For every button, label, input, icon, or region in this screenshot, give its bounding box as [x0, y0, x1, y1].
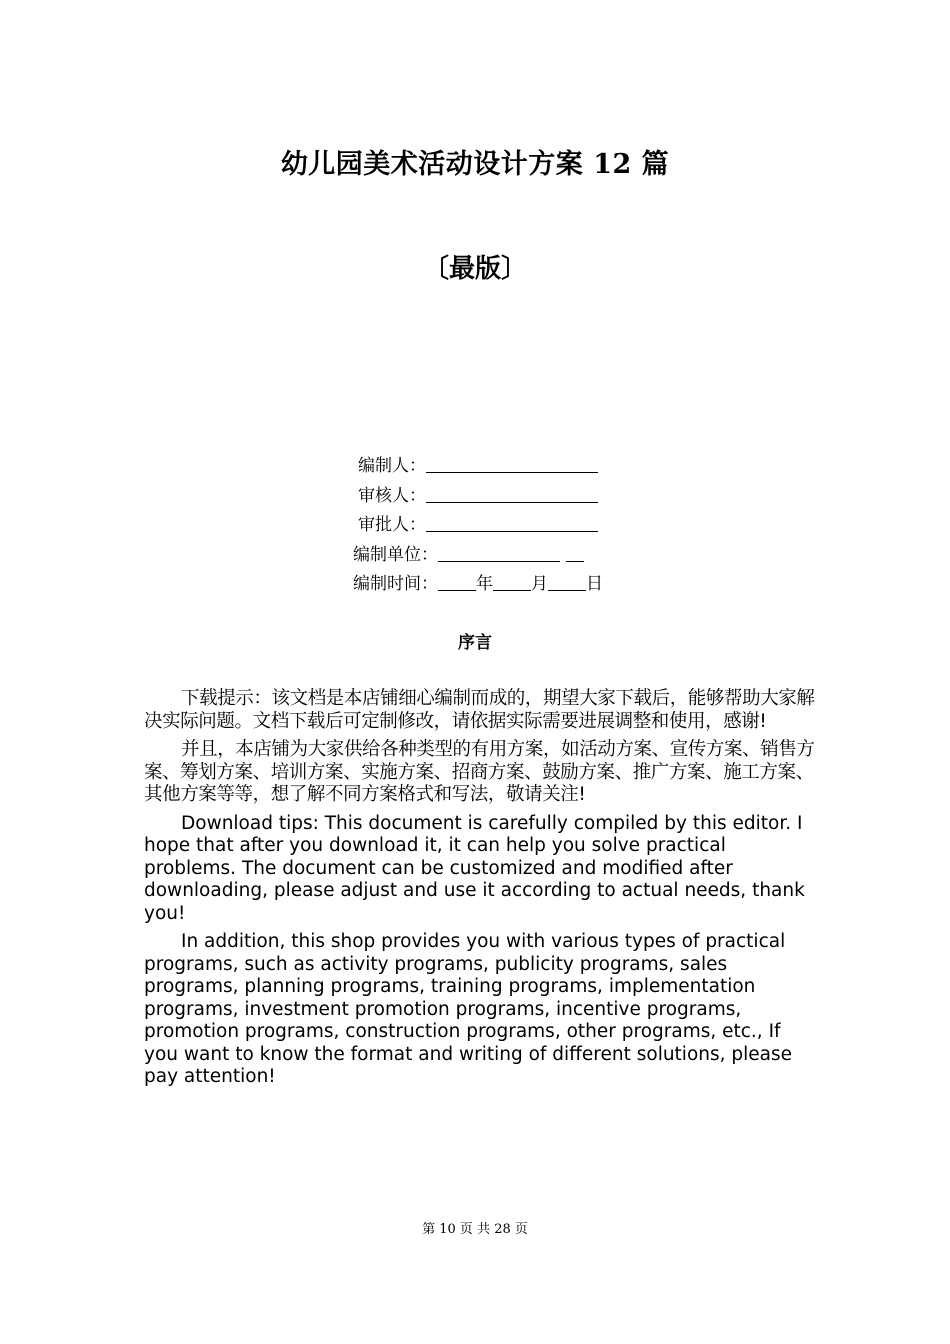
preface-heading: 序言: [458, 633, 492, 653]
unit-blank: [438, 543, 560, 562]
year-blank: [438, 572, 476, 591]
time-row: [330, 570, 650, 600]
day-blank: [548, 572, 586, 591]
time-label: 编制时间：: [353, 574, 438, 594]
unit-row: [330, 541, 650, 571]
editor-label: 编制人：: [358, 456, 426, 476]
preface-paragraph: 并且，本店铺为大家供给各种类型的有用方案，如活动方案、宣传方案、销售方案、筹划方案、培训方案、实施方案、招商方案、鼓励方案、推广方案、施工方案、其他方案等等，想了解不同方案格式和写法，敬请关注!: [144, 739, 815, 805]
unit-label: 编制单位：: [353, 544, 438, 565]
preface-body: [144, 688, 820, 1095]
document-title: 幼儿园美术活动设计方案 12 篇: [280, 149, 670, 180]
reviewer-label: 审核人：: [358, 485, 426, 506]
approver-blank: [426, 513, 598, 532]
editor-row: [330, 452, 650, 482]
year-label: 年: [476, 574, 493, 594]
approver-row: [330, 511, 650, 541]
preface-paragraph: Download tips: This document is carefully compiled by this editor. I hope that after you download it, it can help you solve practical problems. The document can be customized and modified after downloading, please adjust and use it according to actual needs, thank you!: [144, 812, 805, 924]
editor-blank: [426, 454, 598, 473]
month-blank: [493, 572, 531, 591]
edition-label: 〔最版〕: [422, 254, 527, 284]
page-footer: 第 10 页 共 28 页: [422, 1222, 528, 1237]
month-label: 月: [531, 574, 548, 594]
day-label: 日: [586, 574, 603, 594]
reviewer-row: [330, 482, 650, 512]
preface-paragraph: In addition, this shop provides you with various types of practical programs, such as activity programs, publicity programs, sales programs, planning programs, training programs, implementation programs, investment promotion programs, incentive programs, promotion programs, construction programs, other programs, etc., If you want to know the format and writing of different solutions, please pay attention!: [144, 931, 793, 1087]
preface-paragraph: 下载提示：该文档是本店铺细心编制而成的，期望大家下载后，能够帮助大家解决实际问题。文档下载后可定制修改，请依据实际需要进展调整和使用，感谢!: [144, 688, 815, 732]
approver-label: 审批人：: [358, 515, 426, 535]
document-meta-block: [330, 452, 650, 600]
unit-blank-extra: [566, 543, 584, 562]
reviewer-blank: [426, 484, 598, 503]
